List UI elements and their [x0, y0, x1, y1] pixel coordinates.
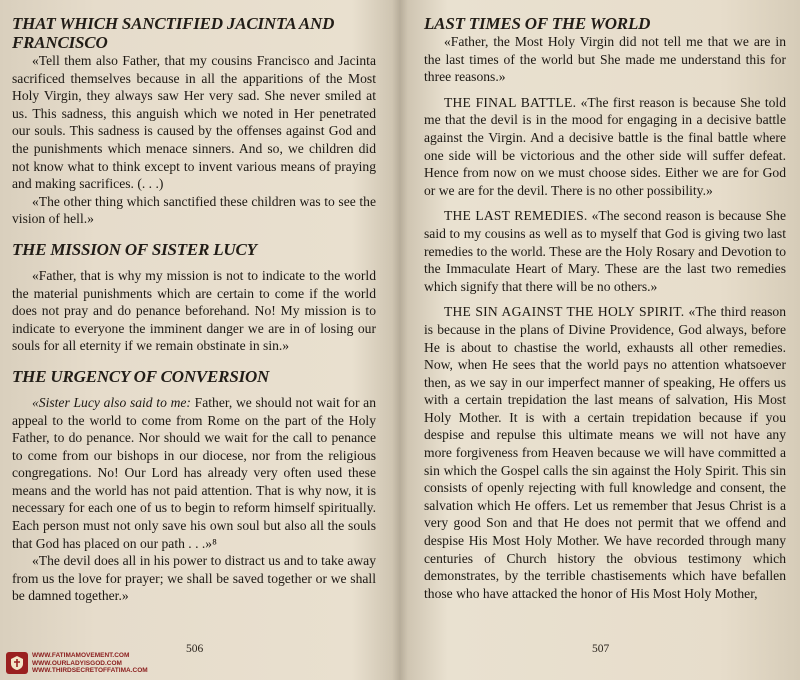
paragraph-body: «The third reason is because in the plans of Divine Providence, God always, before He is about to chastise the world, exhausts all other remedies. Now, when He sees that the world pays no attention whatsoever then, as we say in our imperfect manner of speaking, He offers us with a certain trepidation the last means of salvation, His Most Holy Mother. It is with a certain trepidation because if you despise and repulse this ultimate means we will not have any more forgiveness from Heaven because we will have committed a sin which the Gospel calls the sin against the Holy Spirit. This sin consists of openly rejecting with full knowledge and consent, the salvation which He offers. Let us remember that Jesus Christ is a very good Son and that He does not permit that we offend and despise His Most Holy Mother. We have recorded through many centuries of Church history the obvious testimony which demonstrates, by the terrible chastisements which have befallen those who have attacked the honor of His Most Holy Mother,	[424, 304, 786, 601]
paragraph: «The other thing which sanctified these children was to see the vision of hell.»	[12, 193, 376, 227]
paragraph-body: «The second reason is because She said to my cousins as well as to myself that God is giving two last remedies to the world. These are the Holy Rosary and Devotion to the Immaculate Heart of Mary. These are the last two remedies which signify that there will be no others.»	[424, 208, 786, 294]
subheading-final-battle: THE FINAL BATTLE.	[444, 94, 577, 110]
paragraph: «Tell them also Father, that my cousins Francisco and Jacinta sacrificed themselves because in all the apparitions of the Most Holy Virgin, they always saw Her very sad. She never smiled at us. This sadness, this anguish which we noted in Her penetrated our souls. This sadness is caused by the offenses against God and the punishments which menace sinners. And so, we children did not know what to think except to invent various means of praying and making sacrifices. (. . .)	[12, 53, 376, 192]
subheading-sin-holy-spirit: THE SIN AGAINST THE HOLY SPIRIT.	[444, 304, 685, 320]
left-page	[12, 14, 376, 605]
paragraph	[424, 207, 786, 295]
paragraph	[424, 94, 786, 200]
paragraph: «Father, the Most Holy Virgin did not tell me that we are in the last times of the world but She made me understand this for three reasons.»	[424, 34, 786, 85]
section-heading-last-times: LAST TIMES OF THE WORLD	[424, 14, 651, 33]
section-heading-sanctified: THAT WHICH SANCTIFIED JACINTA AND FRANCISCO	[12, 14, 335, 52]
section-heading-urgency: THE URGENCY OF CONVERSION	[12, 366, 270, 386]
subheading-last-remedies: THE LAST REMEDIES.	[444, 208, 588, 224]
footer-links	[32, 652, 148, 675]
footer-link[interactable]: WWW.OURLADYISGOD.COM	[32, 659, 122, 667]
paragraph-body: «The first reason is because She told me that the devil is in the mood for engaging in a decisive battle against the Virgin. And a decisive battle is the final battle where one side will be victorious and the other side will suffer defeat. Hence from now on we must choose sides. Either we are for God or we are for the devil. There is no other possibility.»	[424, 94, 786, 198]
right-page	[424, 14, 786, 602]
crest-logo-icon	[6, 652, 28, 674]
footer-watermark	[6, 652, 148, 675]
paragraph: «The devil does all in his power to distract us and to take away from us the love for prayer; we shall be saved together or we shall be damned together.»	[12, 553, 376, 604]
paragraph	[424, 303, 786, 602]
page-number-left: 506	[186, 643, 204, 655]
paragraph	[12, 394, 376, 552]
page-number-right: 507	[592, 643, 610, 655]
footer-link[interactable]: WWW.FATIMAMOVEMENT.COM	[32, 652, 130, 659]
paragraph: «Father, that is why my mission is not to indicate to the world the material punishments which are certain to come if the world does not pray and do penance beforehand. No! My mission is to indicate to everyone the imminent danger we are in of losing our souls for all eternity if we remain obstinate in sin.»	[12, 267, 376, 354]
paragraph-body: Father, we should not wait for an appeal to the world to come from Rome on the part of the Holy Father, to do penance. Nor should we wait for the call to penance to come from our bishops in our diocese, nor from the religious congregations. No! Our Lord has already very often used these means and the world has not paid attention. That is why now, it is necessary for each one of us to begin to reform himself spiritually. Each person must not only save his own soul but also all the souls that God has placed on our path . . .»⁸	[12, 394, 377, 551]
section-heading-mission: THE MISSION OF SISTER LUCY	[12, 239, 257, 259]
paragraph-lead: «Sister Lucy also said to me:	[32, 394, 191, 410]
footer-link[interactable]: WWW.THIRDSECRETOFFATIMA.COM	[32, 667, 148, 675]
